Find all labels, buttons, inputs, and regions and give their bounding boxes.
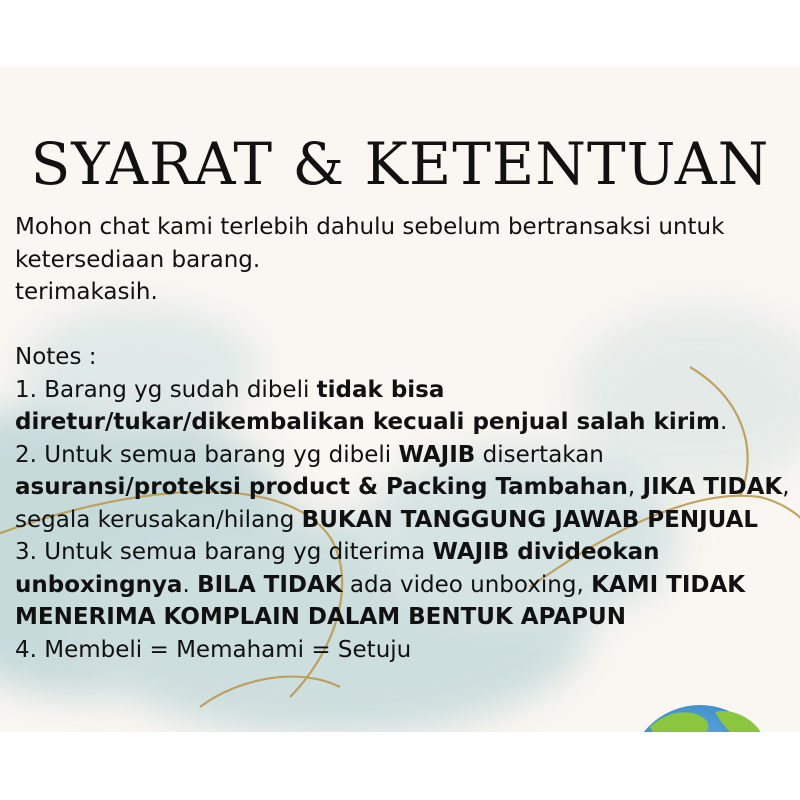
intro-thanks: terimakasih. <box>15 279 158 305</box>
terms-content <box>15 211 795 666</box>
note-3-text-c: . <box>182 571 198 598</box>
note-2-bold-h: BUKAN TANGGUNG JAWAB PENJUAL <box>301 506 759 533</box>
note-2-bold-d: asuransi/proteksi product & Packing Tambahan <box>15 474 628 500</box>
note-1-text: 1. Barang yg sudah dibeli <box>15 376 317 403</box>
note-item-4: 4. Membeli = Memahami = Setuju <box>15 636 412 663</box>
note-3-text-e: ada video unboxing, <box>342 571 592 598</box>
note-item-1 <box>15 374 795 439</box>
intro-text <box>15 211 795 276</box>
note-1-bold: tidak bisa diretur/tukar/dikembalikan kecuali penjual salah kirim <box>15 376 720 435</box>
note-2-bold-f: JIKA TIDAK <box>642 474 783 500</box>
intro-line-1: Mohon chat kami terlebih dahulu sebelum bertransaksi untuk ketersediaan barang. <box>15 214 725 273</box>
terms-card <box>0 67 800 732</box>
spacer <box>15 309 795 342</box>
note-3-bold-b: WAJIB divideokan unboxingnya <box>15 539 660 598</box>
note-2-text-c: disertakan <box>475 441 604 468</box>
globe-icon <box>628 705 772 732</box>
note-item-2 <box>15 439 795 537</box>
note-3-text-a: 3. Untuk semua barang yg diterima <box>15 539 433 565</box>
note-item-3 <box>15 536 795 634</box>
note-2-text-e: , <box>627 474 643 500</box>
note-3-bold-f: KAMI TIDAK MENERIMA KOMPLAIN DALAM BENTUK APAPUN <box>15 571 746 630</box>
note-2-text-a: 2. Untuk semua barang yg dibeli <box>15 441 399 468</box>
notes-label: Notes : <box>15 344 97 370</box>
note-3-bold-d: BILA TIDAK <box>197 571 343 598</box>
note-2-bold-b: WAJIB <box>398 441 476 468</box>
page-title: SYARAT & KETENTUAN <box>30 130 770 198</box>
note-1-end: . <box>719 409 728 435</box>
note-2-text-g: , segala kerusakan/hilang <box>15 474 790 533</box>
